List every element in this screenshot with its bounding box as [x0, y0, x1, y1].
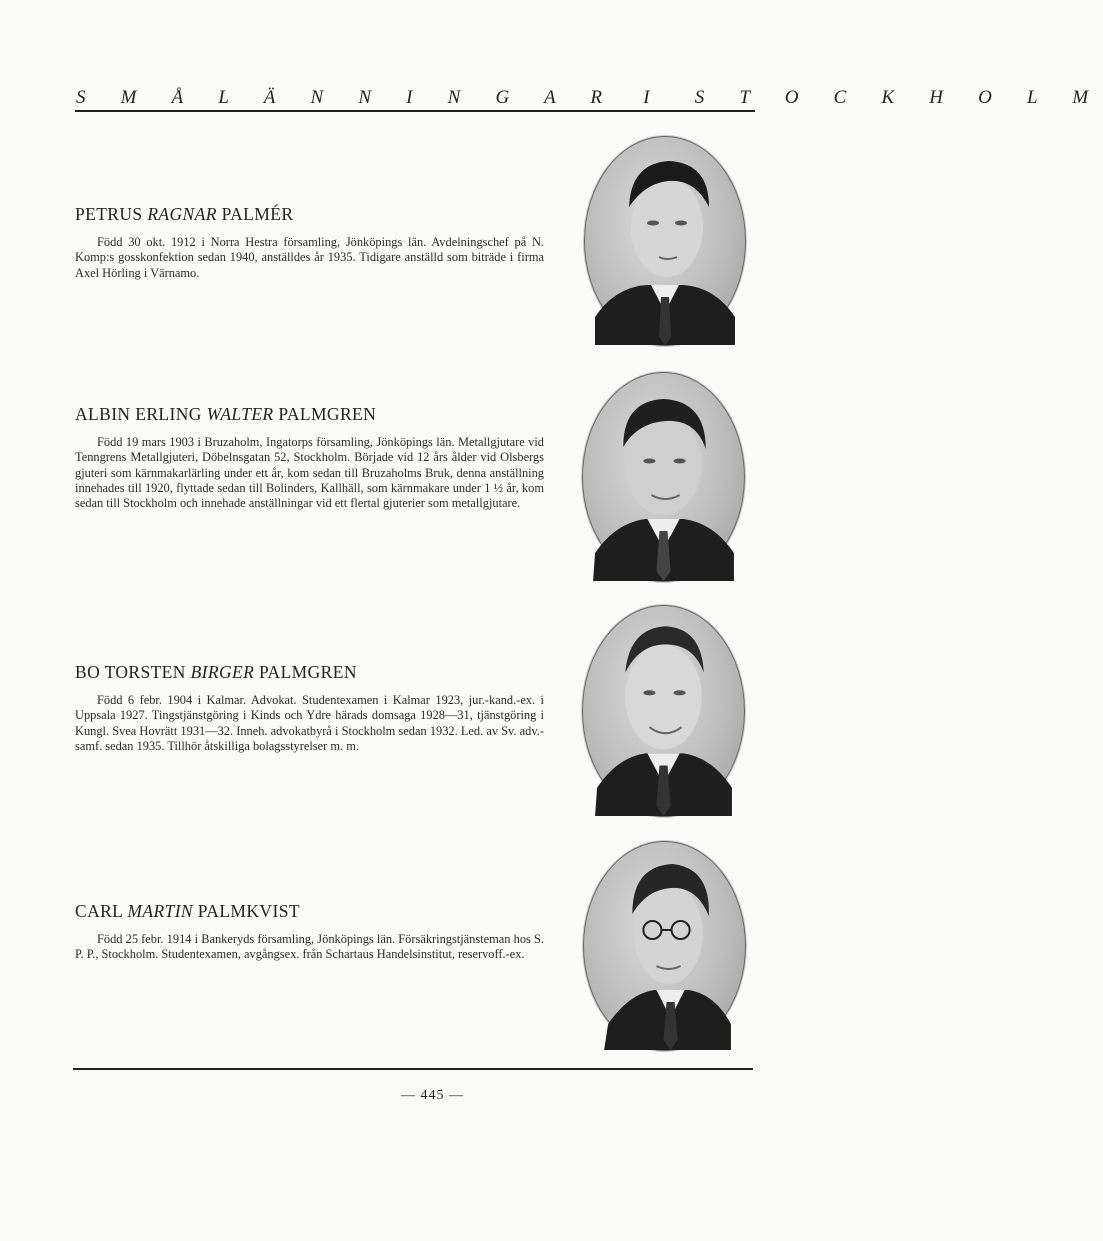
name-given: BIRGER	[190, 662, 255, 682]
biography-entry	[75, 403, 544, 511]
running-head-i: I	[643, 87, 665, 108]
name-last: PALMGREN	[259, 662, 357, 682]
portrait-photo	[582, 605, 745, 817]
entry-bio: Född 6 febr. 1904 i Kalmar. Advokat. Studentexamen i Kalmar 1923, jur.-kand.-ex. i Uppsala 1927. Tingstjänstgöring i Kinds och Ydre härads domsaga 1928—31, tjänstgöring i Kungl. Svea Hovrätt 1931—32. Inneh. advokatbyrå i Stockholm sedan 1932. Led. av Sv. adv.-samf. sedan 1935. Tillhör åtskilliga bolagsstyrelser m. m.	[75, 693, 544, 753]
entry-name	[75, 661, 544, 683]
name-first: CARL	[75, 901, 123, 921]
entry-bio: Född 30 okt. 1912 i Norra Hestra församling, Jönköpings län. Avdelningschef på N. Komp:s gosskonfektion sedan 1940, anställdes år 1935. Tidigare anställd som biträde i firma Axel Hörling i Värnamo.	[75, 235, 544, 280]
portrait-photo	[584, 136, 746, 346]
name-first: PETRUS	[75, 204, 143, 224]
name-given: WALTER	[206, 404, 274, 424]
portrait-man-icon	[583, 606, 744, 816]
entry-bio: Född 19 mars 1903 i Bruzaholm, Ingatorps församling, Jönköpings län. Metallgjutare vid Tenngrens Metallgjuteri, Döbelnsgatan 52, Stockholm. Började vid 12 års ålder vid Olsbergs gjuteri som kärnmakarlärling under ett år, kom sedan till Bruzaholms Bruk, denna anställning innehades till 1920, flyttade sedan till Bolinders, Kallhäll, som kärnmakare under 1 ½ år, kom sedan till Stockholm och innehade anställningar vid ett flertal gjuterier som metallgjutare.	[75, 435, 544, 511]
portrait-photo	[583, 841, 746, 1051]
entry-name	[75, 203, 544, 225]
entry-name	[75, 900, 544, 922]
name-given: MARTIN	[127, 901, 193, 921]
biography-entry	[75, 661, 544, 754]
footer-rule	[73, 1068, 753, 1070]
running-head	[76, 86, 1103, 110]
portrait-man-icon	[583, 373, 744, 581]
entry-name	[75, 403, 544, 425]
header-rule	[75, 110, 755, 112]
running-head-smalanningar: S M Å L Ä N N I N G A R	[76, 87, 618, 108]
name-last: PALMGREN	[278, 404, 377, 424]
running-head-stockholm: S T O C K H O L M	[694, 87, 1103, 108]
entry-bio: Född 25 febr. 1914 i Bankeryds församling, Jönköpings län. Försäkringstjänsteman hos S. P. P., Stockholm. Studentexamen, avgångsex. från Schartaus Handelsinstitut, reservoff.-ex.	[75, 932, 544, 962]
name-last: PALMKVIST	[197, 901, 300, 921]
name-first: BO TORSTEN	[75, 662, 186, 682]
portrait-man-icon	[584, 842, 745, 1050]
name-last: PALMÉR	[221, 204, 294, 224]
biography-entry	[75, 203, 544, 281]
name-given: RAGNAR	[147, 204, 217, 224]
portrait-man-icon	[585, 137, 745, 345]
portrait-photo	[582, 372, 745, 582]
name-first: ALBIN ERLING	[75, 404, 202, 424]
page-number: — 445 —	[401, 1088, 464, 1103]
biography-entry	[75, 900, 544, 963]
